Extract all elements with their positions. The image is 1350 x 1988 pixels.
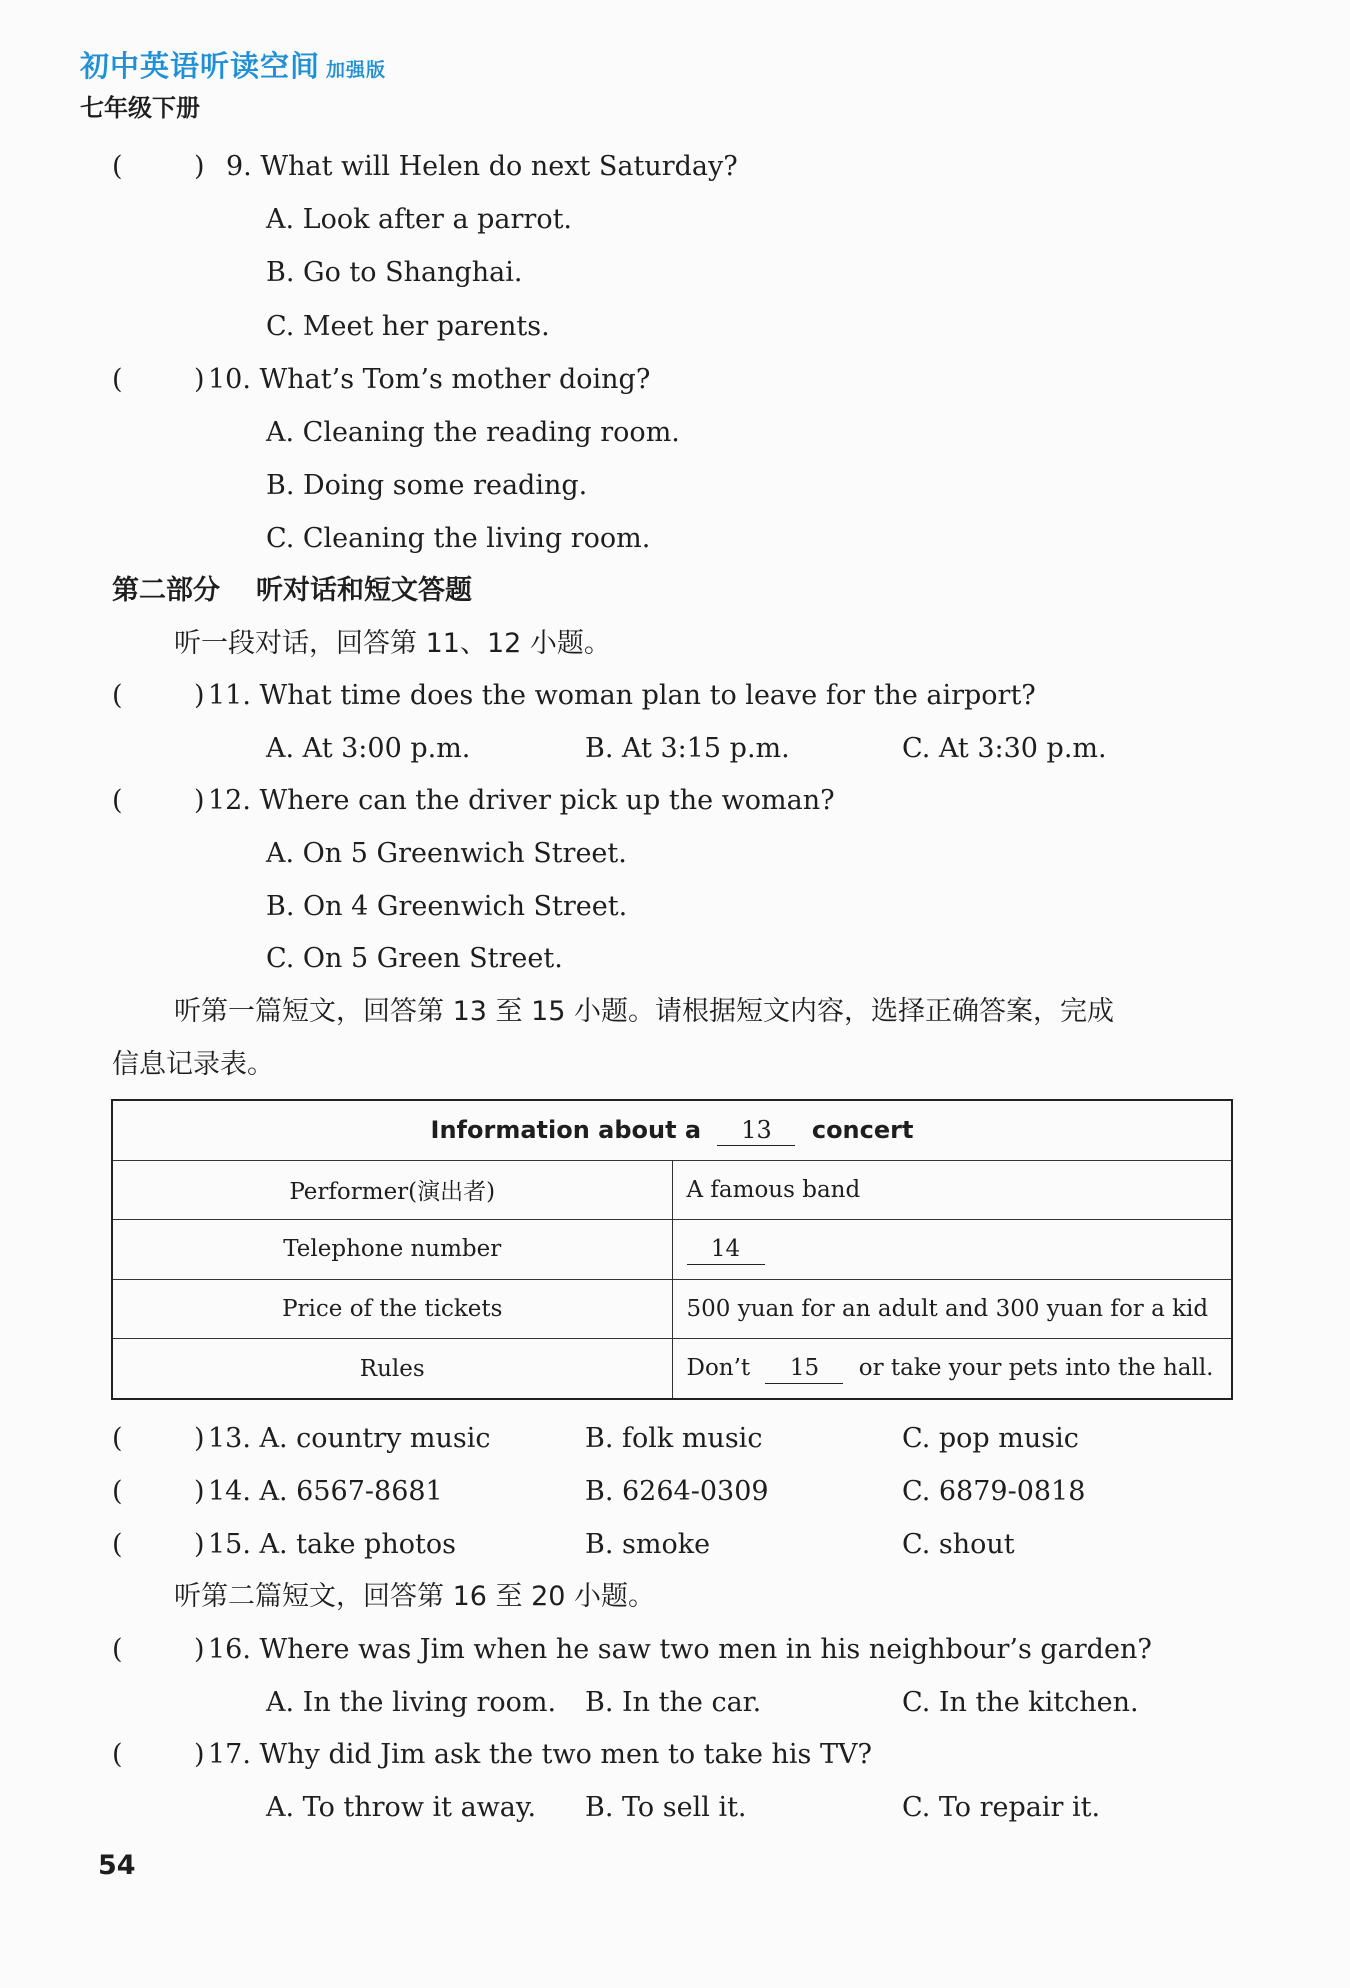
answer-paren-close: ) <box>194 1529 205 1560</box>
option-b: B. folk music <box>585 1423 763 1454</box>
option-b: B. At 3:15 p.m. <box>585 733 790 764</box>
blank-14[interactable]: 14 <box>687 1234 765 1265</box>
question-10 <box>0 358 1350 402</box>
row-label: Price of the tickets <box>112 1279 672 1339</box>
answer-paren-open: ( <box>112 364 123 395</box>
option-b: B. To sell it. <box>585 1792 747 1823</box>
question-text: 11. What time does the woman plan to leave for the airport? <box>208 680 1036 711</box>
option-a: A. To throw it away. <box>266 1792 537 1823</box>
option-a: 13. A. country music <box>208 1423 491 1454</box>
answer-paren-close: ) <box>194 151 205 182</box>
edition-label: 加强版 <box>326 59 387 81</box>
option-b: B. Doing some reading. <box>266 470 588 501</box>
option-line <box>0 727 1350 771</box>
option-b: B. In the car. <box>585 1687 762 1718</box>
grade-label: 七年级下册 <box>80 94 200 122</box>
option-line <box>0 885 1350 929</box>
option-c: C. At 3:30 p.m. <box>902 733 1107 764</box>
section-part-label: 第二部分 <box>112 575 220 606</box>
option-line <box>0 411 1350 455</box>
dialog-instruction: 听一段对话，回答第 11、12 小题。 <box>174 628 611 659</box>
option-c: C. 6879-0818 <box>902 1476 1086 1507</box>
row-label: Performer(演出者) <box>112 1160 672 1220</box>
table-title-suffix: concert <box>811 1115 914 1144</box>
option-line <box>0 305 1350 349</box>
option-b: B. Go to Shanghai. <box>266 257 523 288</box>
question-13 <box>0 1417 1350 1461</box>
answer-paren-open: ( <box>112 1476 123 1507</box>
info-record-table <box>111 1099 1233 1400</box>
option-c: C. Cleaning the living room. <box>266 523 651 554</box>
question-text: 16. Where was Jim when he saw two men in his neighbour’s garden? <box>208 1634 1152 1665</box>
row-value: 500 yuan for an adult and 300 yuan for a kid <box>672 1279 1232 1339</box>
option-c: C. To repair it. <box>902 1792 1101 1823</box>
answer-paren-open: ( <box>112 1739 123 1770</box>
option-line <box>0 937 1350 981</box>
book-title <box>80 44 386 85</box>
answer-paren-close: ) <box>194 785 205 816</box>
question-11 <box>0 674 1350 718</box>
table-row <box>112 1220 1232 1280</box>
table-row <box>112 1279 1232 1339</box>
question-9 <box>0 145 1350 189</box>
option-a: 14. A. 6567-8681 <box>208 1476 443 1507</box>
row-value: A famous band <box>672 1160 1232 1220</box>
option-a: A. Look after a parrot. <box>266 204 573 235</box>
option-line <box>0 198 1350 242</box>
answer-paren-open: ( <box>112 785 123 816</box>
option-c: C. In the kitchen. <box>902 1687 1139 1718</box>
option-c: C. On 5 Green Street. <box>266 943 563 974</box>
option-c: C. pop music <box>902 1423 1079 1454</box>
blank-13[interactable]: 13 <box>717 1115 795 1146</box>
question-text: 17. Why did Jim ask the two men to take his TV? <box>208 1739 872 1770</box>
option-c: C. Meet her parents. <box>266 311 550 342</box>
book-title-text: 初中英语听读空间 <box>80 49 321 83</box>
question-text: 12. Where can the driver pick up the woman? <box>208 785 835 816</box>
page-number: 54 <box>98 1850 136 1881</box>
answer-paren-open: ( <box>112 680 123 711</box>
blank-15[interactable]: 15 <box>765 1353 843 1384</box>
table-row <box>112 1160 1232 1220</box>
answer-paren-open: ( <box>112 1634 123 1665</box>
option-b: B. On 4 Greenwich Street. <box>266 891 628 922</box>
passage-2-instruction: 听第二篇短文，回答第 16 至 20 小题。 <box>174 1581 656 1612</box>
table-title-prefix: Information about a <box>430 1115 702 1144</box>
option-line <box>0 517 1350 561</box>
row-label: Telephone number <box>112 1220 672 1280</box>
row-value <box>672 1220 1232 1280</box>
question-text: 9. What will Helen do next Saturday? <box>226 151 738 182</box>
section-2-heading <box>112 569 472 613</box>
option-a: A. At 3:00 p.m. <box>266 733 471 764</box>
option-c: C. shout <box>902 1529 1015 1560</box>
option-a: A. In the living room. <box>266 1687 557 1718</box>
section-title: 听对话和短文答题 <box>256 575 472 606</box>
answer-paren-open: ( <box>112 151 123 182</box>
option-line <box>0 464 1350 508</box>
passage-1-instruction: 听第一篇短文，回答第 13 至 15 小题。请根据短文内容，选择正确答案，完成 <box>174 996 1115 1027</box>
option-a: A. On 5 Greenwich Street. <box>266 838 627 869</box>
answer-paren-close: ) <box>194 680 205 711</box>
table-row <box>112 1339 1232 1399</box>
answer-paren-close: ) <box>194 364 205 395</box>
option-a: A. Cleaning the reading room. <box>266 417 680 448</box>
option-line <box>0 251 1350 295</box>
question-12 <box>0 779 1350 823</box>
passage-1-instruction-cont: 信息记录表。 <box>112 1049 274 1080</box>
answer-paren-open: ( <box>112 1423 123 1454</box>
rule-prefix: Don’t <box>686 1355 751 1382</box>
question-17 <box>0 1733 1350 1777</box>
table-title <box>112 1100 1232 1160</box>
question-16 <box>0 1628 1350 1672</box>
option-b: B. 6264-0309 <box>585 1476 769 1507</box>
answer-paren-close: ) <box>194 1476 205 1507</box>
answer-paren-close: ) <box>194 1739 205 1770</box>
question-14 <box>0 1470 1350 1514</box>
row-value <box>672 1339 1232 1399</box>
option-line <box>0 1786 1350 1830</box>
option-b: B. smoke <box>585 1529 711 1560</box>
rule-suffix: or take your pets into the hall. <box>858 1355 1214 1382</box>
option-a: 15. A. take photos <box>208 1529 456 1560</box>
answer-paren-close: ) <box>194 1423 205 1454</box>
option-line <box>0 832 1350 876</box>
answer-paren-close: ) <box>194 1634 205 1665</box>
option-line <box>0 1681 1350 1725</box>
answer-paren-open: ( <box>112 1529 123 1560</box>
row-label: Rules <box>112 1339 672 1399</box>
question-15 <box>0 1523 1350 1567</box>
question-text: 10. What’s Tom’s mother doing? <box>208 364 651 395</box>
